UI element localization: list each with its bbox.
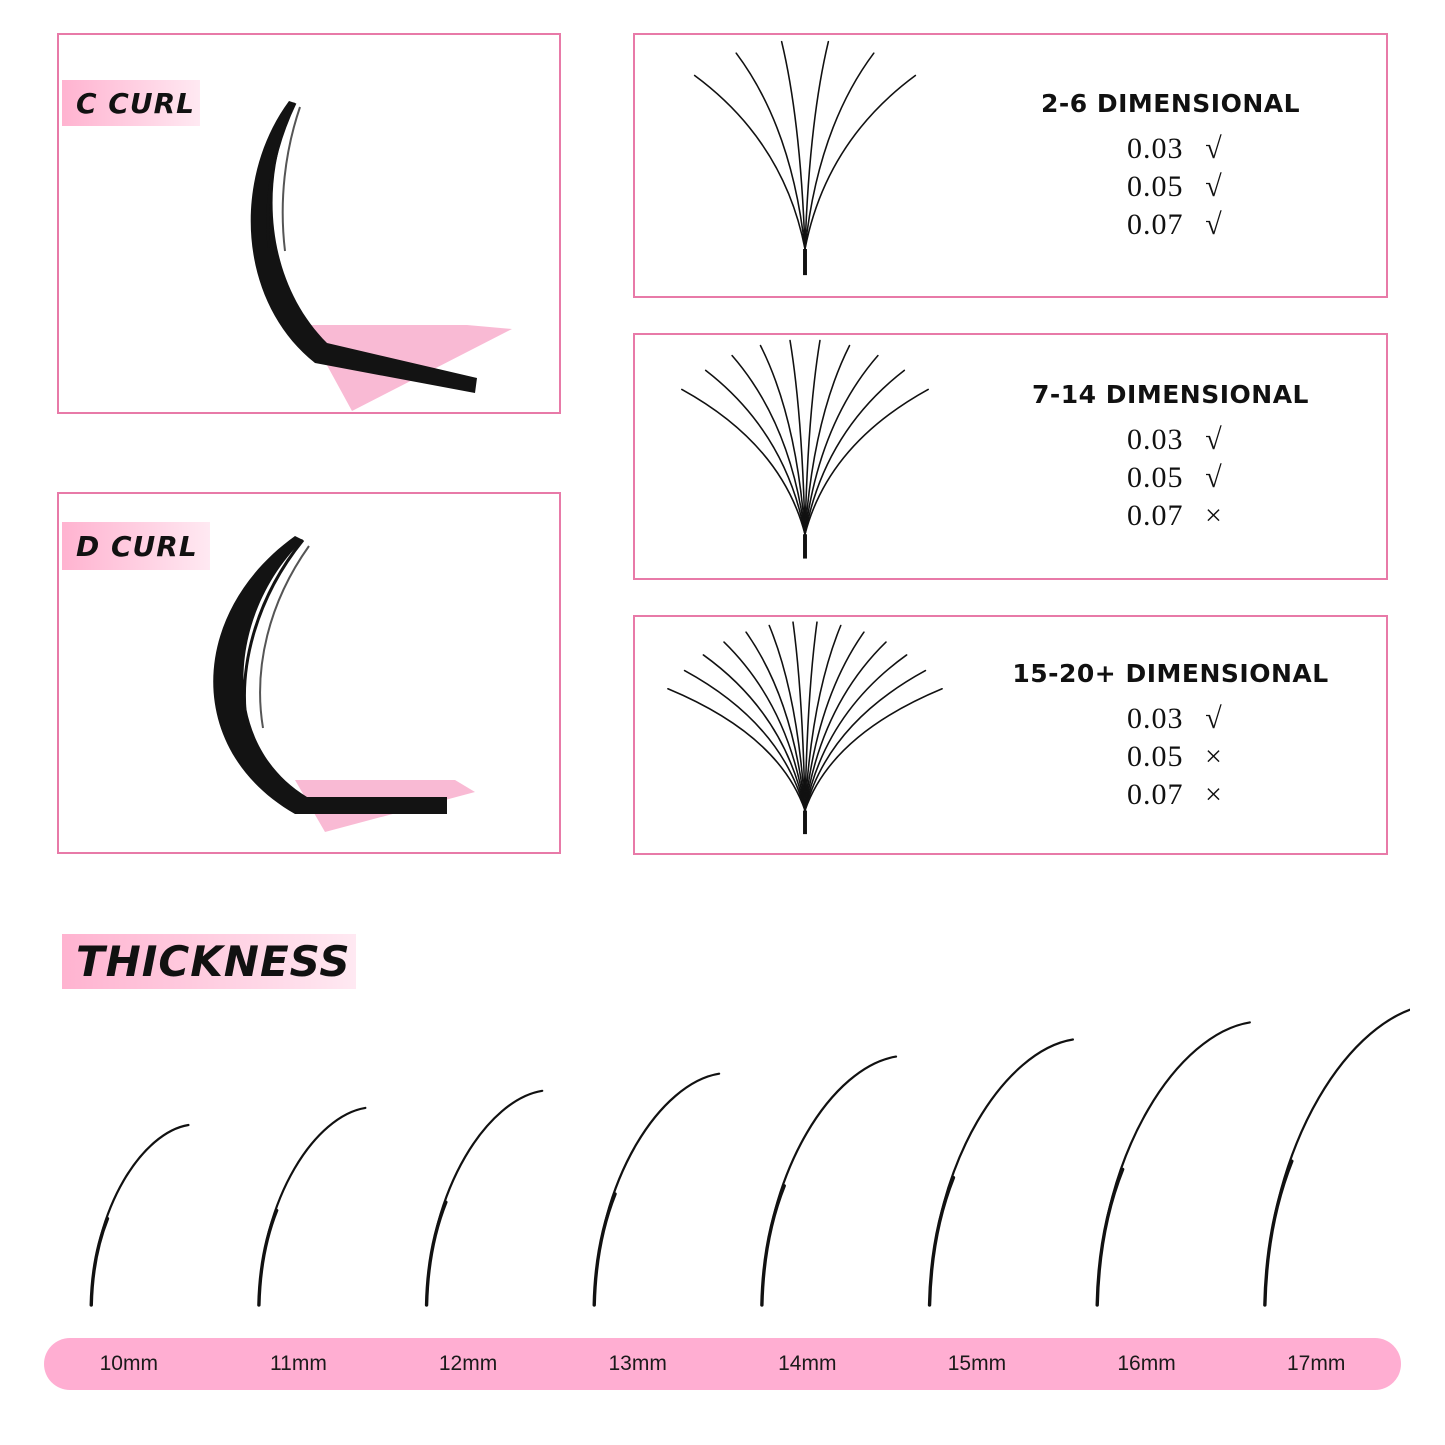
availability-mark: √: [1205, 170, 1222, 203]
thickness-value: 0.03: [1127, 132, 1184, 165]
thickness-value: 0.05: [1127, 170, 1184, 203]
availability-mark: √: [1205, 132, 1222, 165]
d-curl-tag: [62, 522, 210, 570]
dimension-panel-2-6: [633, 33, 1388, 298]
size-bar: [44, 1338, 1401, 1390]
dimension-rows: [1098, 132, 1244, 242]
size-label-14mm: 14mm: [778, 1352, 837, 1375]
dimension-info-2-6: [965, 35, 1376, 296]
size-label-11mm: 11mm: [270, 1352, 327, 1375]
thickness-value: 0.07: [1127, 499, 1184, 532]
dimension-rows: [1098, 702, 1244, 812]
dimension-row: [1098, 702, 1244, 736]
thickness-value: 0.05: [1127, 739, 1184, 773]
dimension-row: [1098, 170, 1244, 204]
dimension-row: [1098, 778, 1244, 812]
dimension-row: [1098, 740, 1244, 774]
availability-mark: √: [1205, 208, 1222, 241]
size-label-13mm: 13mm: [608, 1352, 667, 1375]
c-curl-tag: [62, 80, 200, 126]
size-label-17mm: 17mm: [1287, 1352, 1346, 1375]
availability-mark: √: [1205, 701, 1222, 735]
availability-mark: ×: [1205, 777, 1222, 811]
dimension-row: [1098, 499, 1244, 533]
size-label-10mm: 10mm: [99, 1352, 158, 1375]
dimension-panel-15-20: [633, 615, 1388, 855]
fan-illustration-15-20: [655, 617, 955, 853]
dimension-row: [1098, 461, 1244, 495]
thickness-value: 0.07: [1127, 208, 1184, 241]
dimension-row: [1098, 132, 1244, 166]
dimension-rows: [1098, 423, 1244, 533]
dimension-info-15-20: [965, 617, 1376, 853]
availability-mark: √: [1205, 461, 1222, 494]
thickness-value: 0.05: [1127, 461, 1184, 494]
availability-mark: ×: [1205, 739, 1222, 773]
thickness-label: THICKNESS: [76, 937, 351, 986]
dimension-title: 7-14 DIMENSIONAL: [1032, 380, 1309, 409]
c-curl-label: C CURL: [76, 86, 195, 120]
dimension-panel-7-14: [633, 333, 1388, 580]
size-label-15mm: 15mm: [947, 1352, 1007, 1375]
dimension-row: [1098, 208, 1244, 242]
size-label-12mm: 12mm: [438, 1352, 498, 1375]
dimension-title: 2-6 DIMENSIONAL: [1040, 89, 1301, 118]
availability-mark: ×: [1205, 499, 1222, 532]
d-curl-label: D CURL: [76, 529, 198, 563]
fan-illustration-2-6: [655, 35, 955, 296]
fan-illustration-7-14: [655, 335, 955, 578]
availability-mark: √: [1205, 423, 1222, 456]
dimension-info-7-14: [965, 335, 1376, 578]
dimension-row: [1098, 423, 1244, 457]
thickness-value: 0.03: [1127, 701, 1184, 735]
size-label-16mm: 16mm: [1117, 1352, 1176, 1375]
thickness-value: 0.03: [1127, 423, 1184, 456]
thickness-lash-illustration: [40, 975, 1410, 1335]
thickness-value: 0.07: [1127, 777, 1184, 811]
dimension-title: 15-20+ DIMENSIONAL: [1012, 658, 1329, 688]
